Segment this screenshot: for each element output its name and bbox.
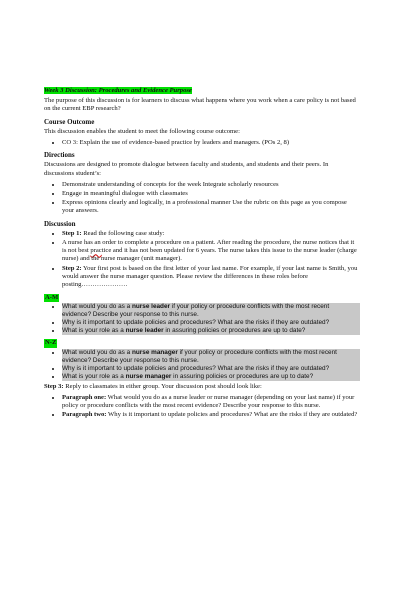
group2-question xyxy=(62,349,360,365)
document-title: Week 3 Discussion: Procedures and Evidence Purpose xyxy=(44,87,192,94)
group1-question xyxy=(62,327,360,335)
group2-question xyxy=(62,373,360,381)
step1-label: Step 1: xyxy=(62,229,82,237)
paragraph-two-label: Paragraph two: xyxy=(62,411,107,419)
course-outcome-intro: This discussion enables the student to meet the following course outcome: xyxy=(44,127,240,135)
paragraph-two-item xyxy=(62,411,360,419)
question-role: nurse manager xyxy=(125,372,172,380)
step3-label: Step 3: xyxy=(44,382,64,390)
paragraph-one-text: What would you do as a nurse leader or nurse manager (depending on your last name) if your policy or procedure conflicts with the most recent evidence? Describe your response to this nurse. xyxy=(62,393,355,410)
step2-text: Your first post is based on the first letter of your last name. For example, if your last name is Smith, you would answer the nurse manager question. Please review the differences in these roles before posting………………… xyxy=(62,264,358,289)
step3-text: Reply to classmates in either group. Your discussion post should look like: xyxy=(63,382,262,390)
question-text: if your policy or procedure conflicts with the most recent evidence? Describe your response to this nurse. xyxy=(62,348,337,364)
directions-item: • Demonstrate understanding of concepts for the week Integrate scholarly resources xyxy=(62,181,360,189)
step1-item xyxy=(62,230,360,238)
question-text: if your policy or procedure conflicts with the most recent evidence? Describe your response to this nurse. xyxy=(62,303,330,319)
paragraph-two-text: Why is it important to update policies and procedures? What are the risks if they are outdated? xyxy=(106,411,358,419)
title-line xyxy=(44,87,360,95)
group1-questions xyxy=(44,303,360,335)
case-text-pre: A nurse has an order to complete a procedure on a patient. After reading the procedure, the nurse notices that it is not best xyxy=(62,239,355,255)
question-role: nurse manager xyxy=(131,348,178,356)
directions-item: • Express opinions clearly and logically, in a professional manner Use the rubric on this page as you compose your answers. xyxy=(62,199,360,215)
group1-question: • Why is it important to update policies and procedures? What are the risks if they are outdated? xyxy=(62,319,360,327)
question-text: in assuring policies or procedures are up to date? xyxy=(163,327,306,335)
directions-item: • Engage in meaningful dialogue with classmates xyxy=(62,190,360,198)
course-outcome-heading: Course Outcome xyxy=(44,117,95,126)
question-role: nurse leader xyxy=(125,327,164,335)
directions-intro: Discussions are designed to promote dialogue between faculty and students, and students and their peers. In discussions student’s: xyxy=(44,161,329,177)
paragraph-one-item xyxy=(62,394,360,410)
question-text: What would you do as a xyxy=(62,303,132,311)
group1-question xyxy=(62,303,360,319)
question-text: in assuring policies or procedures are up to date? xyxy=(171,372,314,380)
group-label-n-z: N-Z xyxy=(45,339,57,347)
question-role: nurse leader xyxy=(131,303,170,311)
question-text: What is your role as a xyxy=(62,327,126,335)
course-outcome-item: • CO 3: Explain the use of evidence-based practice by leaders and managers. (POs 2, 8) xyxy=(62,139,360,147)
case-text-post: tice and it has not been updated for 6 years. The nurse takes this issue to the nurse leader (charge nurse) and the nurse manager (unit manager). xyxy=(62,247,357,263)
paragraph-guide-list xyxy=(44,394,360,420)
case-study-item xyxy=(62,239,360,264)
step1-text: Read the following case study: xyxy=(81,229,165,237)
step2-item xyxy=(62,265,360,290)
purpose-paragraph: The purpose of this discussion is for learners to discuss what happens where you work when a care policy is not based on the current EBP research? xyxy=(44,97,356,113)
discussion-heading: Discussion xyxy=(44,219,76,228)
group-label-a-m: A-M xyxy=(45,294,59,302)
paragraph-one-label: Paragraph one: xyxy=(62,393,107,401)
question-text: What is your role as a xyxy=(62,372,126,380)
group2-questions xyxy=(44,349,360,381)
step3-paragraph xyxy=(44,383,360,391)
directions-list xyxy=(44,181,360,216)
discussion-steps xyxy=(44,230,360,289)
group2-question: • Why is it important to update policies and procedures? What are the risks if they are outdated? xyxy=(62,365,360,373)
directions-heading: Directions xyxy=(44,151,75,160)
question-text: What would you do as a xyxy=(62,348,132,356)
step2-label: Step 2: xyxy=(62,264,82,272)
course-outcome-list xyxy=(44,139,360,147)
spellcheck-word: prac xyxy=(90,247,102,255)
